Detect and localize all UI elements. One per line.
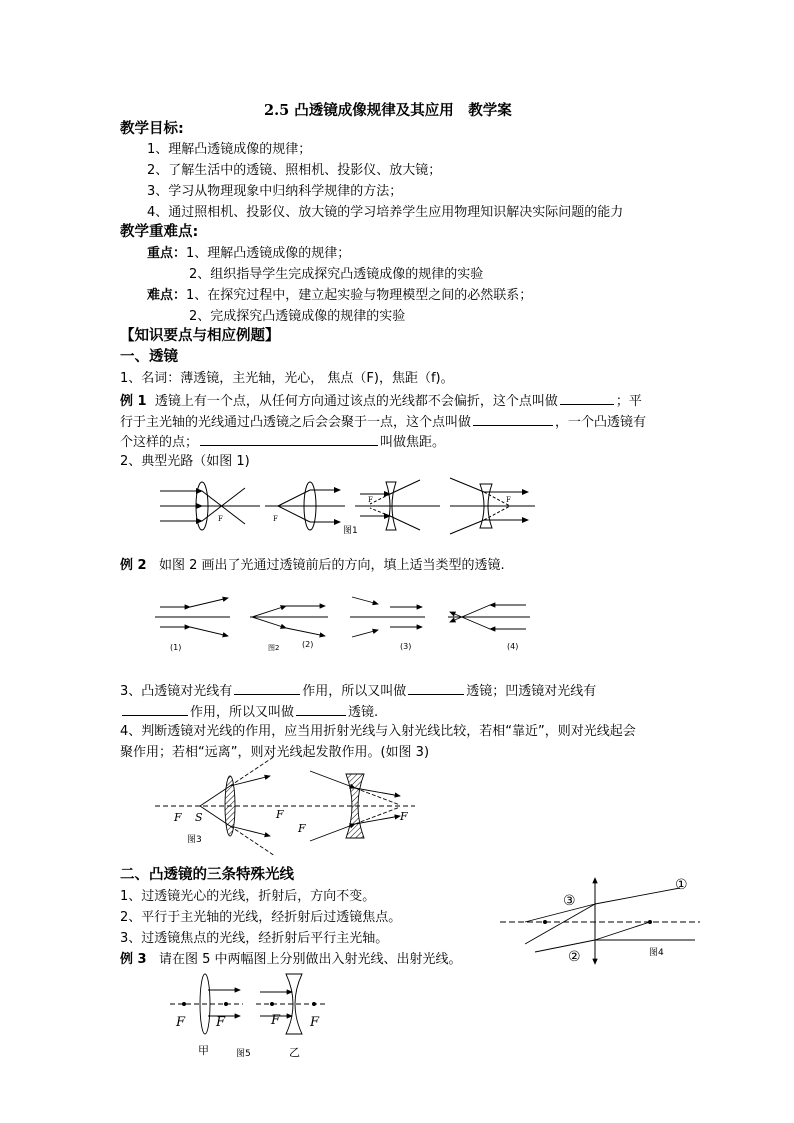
focus-letter: F xyxy=(176,1015,186,1030)
key-point-line xyxy=(147,245,350,262)
figure-4-num: ① xyxy=(675,877,688,893)
figure-4-special-rays xyxy=(495,872,705,968)
ray-rule: 3、过透镜焦点的光线，经折射后平行主光轴。 xyxy=(120,931,389,946)
figure-2-label: 图2 xyxy=(268,644,280,652)
terms-line: 1、名词：薄透镜，主光轴，光心， 焦点（F)，焦距（f)。 xyxy=(120,371,454,386)
example1-line1: 例 1 透镜上有一个点，从任何方向通过该点的光线都不会偏折，这个点叫做 ；平 xyxy=(120,391,642,410)
key-item: 2、组织指导学生完成探究凸透镜成像的规律的实验 xyxy=(189,267,484,282)
figure-2-num: (2) xyxy=(302,640,314,649)
difficult-point-line xyxy=(147,287,532,304)
answer-blank[interactable] xyxy=(296,702,346,716)
focus-letter: F xyxy=(368,496,373,504)
focus-letter: F xyxy=(400,810,408,823)
figure-5-exercise xyxy=(168,972,338,1062)
ray-rule: 1、过透镜光心的光线，折射后，方向不变。 xyxy=(120,889,376,904)
goals-heading: 教学目标: xyxy=(120,121,184,137)
figure-4-label: 图4 xyxy=(649,948,664,958)
point-letter: S xyxy=(195,811,203,824)
answer-blank[interactable] xyxy=(408,681,464,695)
example3-label: 例 3 xyxy=(120,952,147,967)
focus-letter: F xyxy=(310,1015,320,1030)
focus-letter: F xyxy=(174,811,182,824)
figure-3-label: 图3 xyxy=(187,835,202,845)
example3-line: 例 3 请在图 5 中两幅图上分别做出入射光线、出射光线。 xyxy=(120,952,462,967)
figure-3-converge-diverge xyxy=(150,766,425,846)
answer-blank[interactable] xyxy=(200,432,378,446)
section-rays-heading: 二、凸透镜的三条特殊光线 xyxy=(120,867,294,883)
figure-2-num: (4) xyxy=(507,642,519,651)
example1-line3: 个这样的点； 叫做焦距。 xyxy=(120,432,445,451)
difficult-label: 难点： xyxy=(147,288,187,303)
answer-blank[interactable] xyxy=(560,391,614,405)
figure-5-label: 图5 xyxy=(236,1049,251,1059)
example1-line2: 行于主光轴的光线通过凸透镜之后会会聚于一点，这个点叫做 ，一个凸透镜有 xyxy=(120,412,646,431)
ray-rule: 2、平行于主光轴的光线，经折射后过透镜焦点。 xyxy=(120,910,402,925)
focus-letter: F xyxy=(218,515,223,523)
figure-2-num: (1) xyxy=(170,643,182,652)
example1-label: 例 1 xyxy=(120,394,147,409)
focus-letter: F xyxy=(276,808,284,821)
para3-line2: 作用，所以又叫做 透镜. xyxy=(120,702,378,721)
goal-item: 4、通过照相机、投影仪、放大镜的学习培养学生应用物理知识解决实际问题的能力 xyxy=(147,205,624,220)
focus-letter: F xyxy=(298,822,306,835)
knowledge-heading: 【知识要点与相应例题】 xyxy=(120,328,280,344)
key-label: 重点： xyxy=(147,246,187,261)
page-title: 2.5 凸透镜成像规律及其应用 教学案 xyxy=(264,102,512,119)
figure-4-num: ② xyxy=(568,949,581,965)
para3-line1: 3、凸透镜对光线有 作用，所以又叫做 透镜；凹透镜对光线有 xyxy=(120,681,596,700)
focus-letter: F xyxy=(271,1013,281,1028)
para4-line1: 4、判断透镜对光线的作用，应当用折射光线与入射光线比较，若相“靠近”，则对光线起会 xyxy=(120,724,636,739)
para4-line2: 聚作用；若相“远离”，则对光线起发散作用。(如图 3) xyxy=(120,745,430,760)
difficult-item: 2、完成探究凸透镜成像的规律的实验 xyxy=(189,309,406,324)
figure-4-num: ③ xyxy=(563,893,576,909)
answer-blank[interactable] xyxy=(234,681,300,695)
focus-letter: F xyxy=(506,496,511,504)
goal-item: 1、理解凸透镜成像的规律； xyxy=(147,142,312,157)
section-lens-heading: 一、透镜 xyxy=(120,349,178,365)
figure-5-sub: 甲 xyxy=(198,1044,209,1057)
answer-blank[interactable] xyxy=(473,412,553,426)
goal-item: 3、学习从物理现象中归纳科学规律的方法； xyxy=(147,184,403,199)
keypoints-heading: 教学重难点: xyxy=(120,224,199,240)
focus-letter: F xyxy=(273,515,278,523)
figure-1-label: 图1 xyxy=(343,526,358,536)
figure-2-lens-blanks xyxy=(150,592,540,657)
typical-path-line: 2、典型光路（如图 1) xyxy=(120,454,250,469)
example2-label: 例 2 xyxy=(120,558,147,573)
key-item: 1、理解凸透镜成像的规律； xyxy=(186,246,351,261)
figure-2-num: (3) xyxy=(400,642,412,651)
goal-item: 2、了解生活中的透镜、照相机、投影仪、放大镜； xyxy=(147,163,442,178)
figure-5-sub: 乙 xyxy=(289,1046,300,1059)
difficult-item: 1、在探究过程中，建立起实验与物理模型之间的必然联系； xyxy=(186,288,533,303)
figure-1-typical-light-paths xyxy=(150,472,540,534)
focus-letter: F xyxy=(216,1015,226,1030)
answer-blank[interactable] xyxy=(122,702,188,716)
example2-line: 例 2 如图 2 画出了光通过透镜前后的方向，填上适当类型的透镜. xyxy=(120,558,505,573)
